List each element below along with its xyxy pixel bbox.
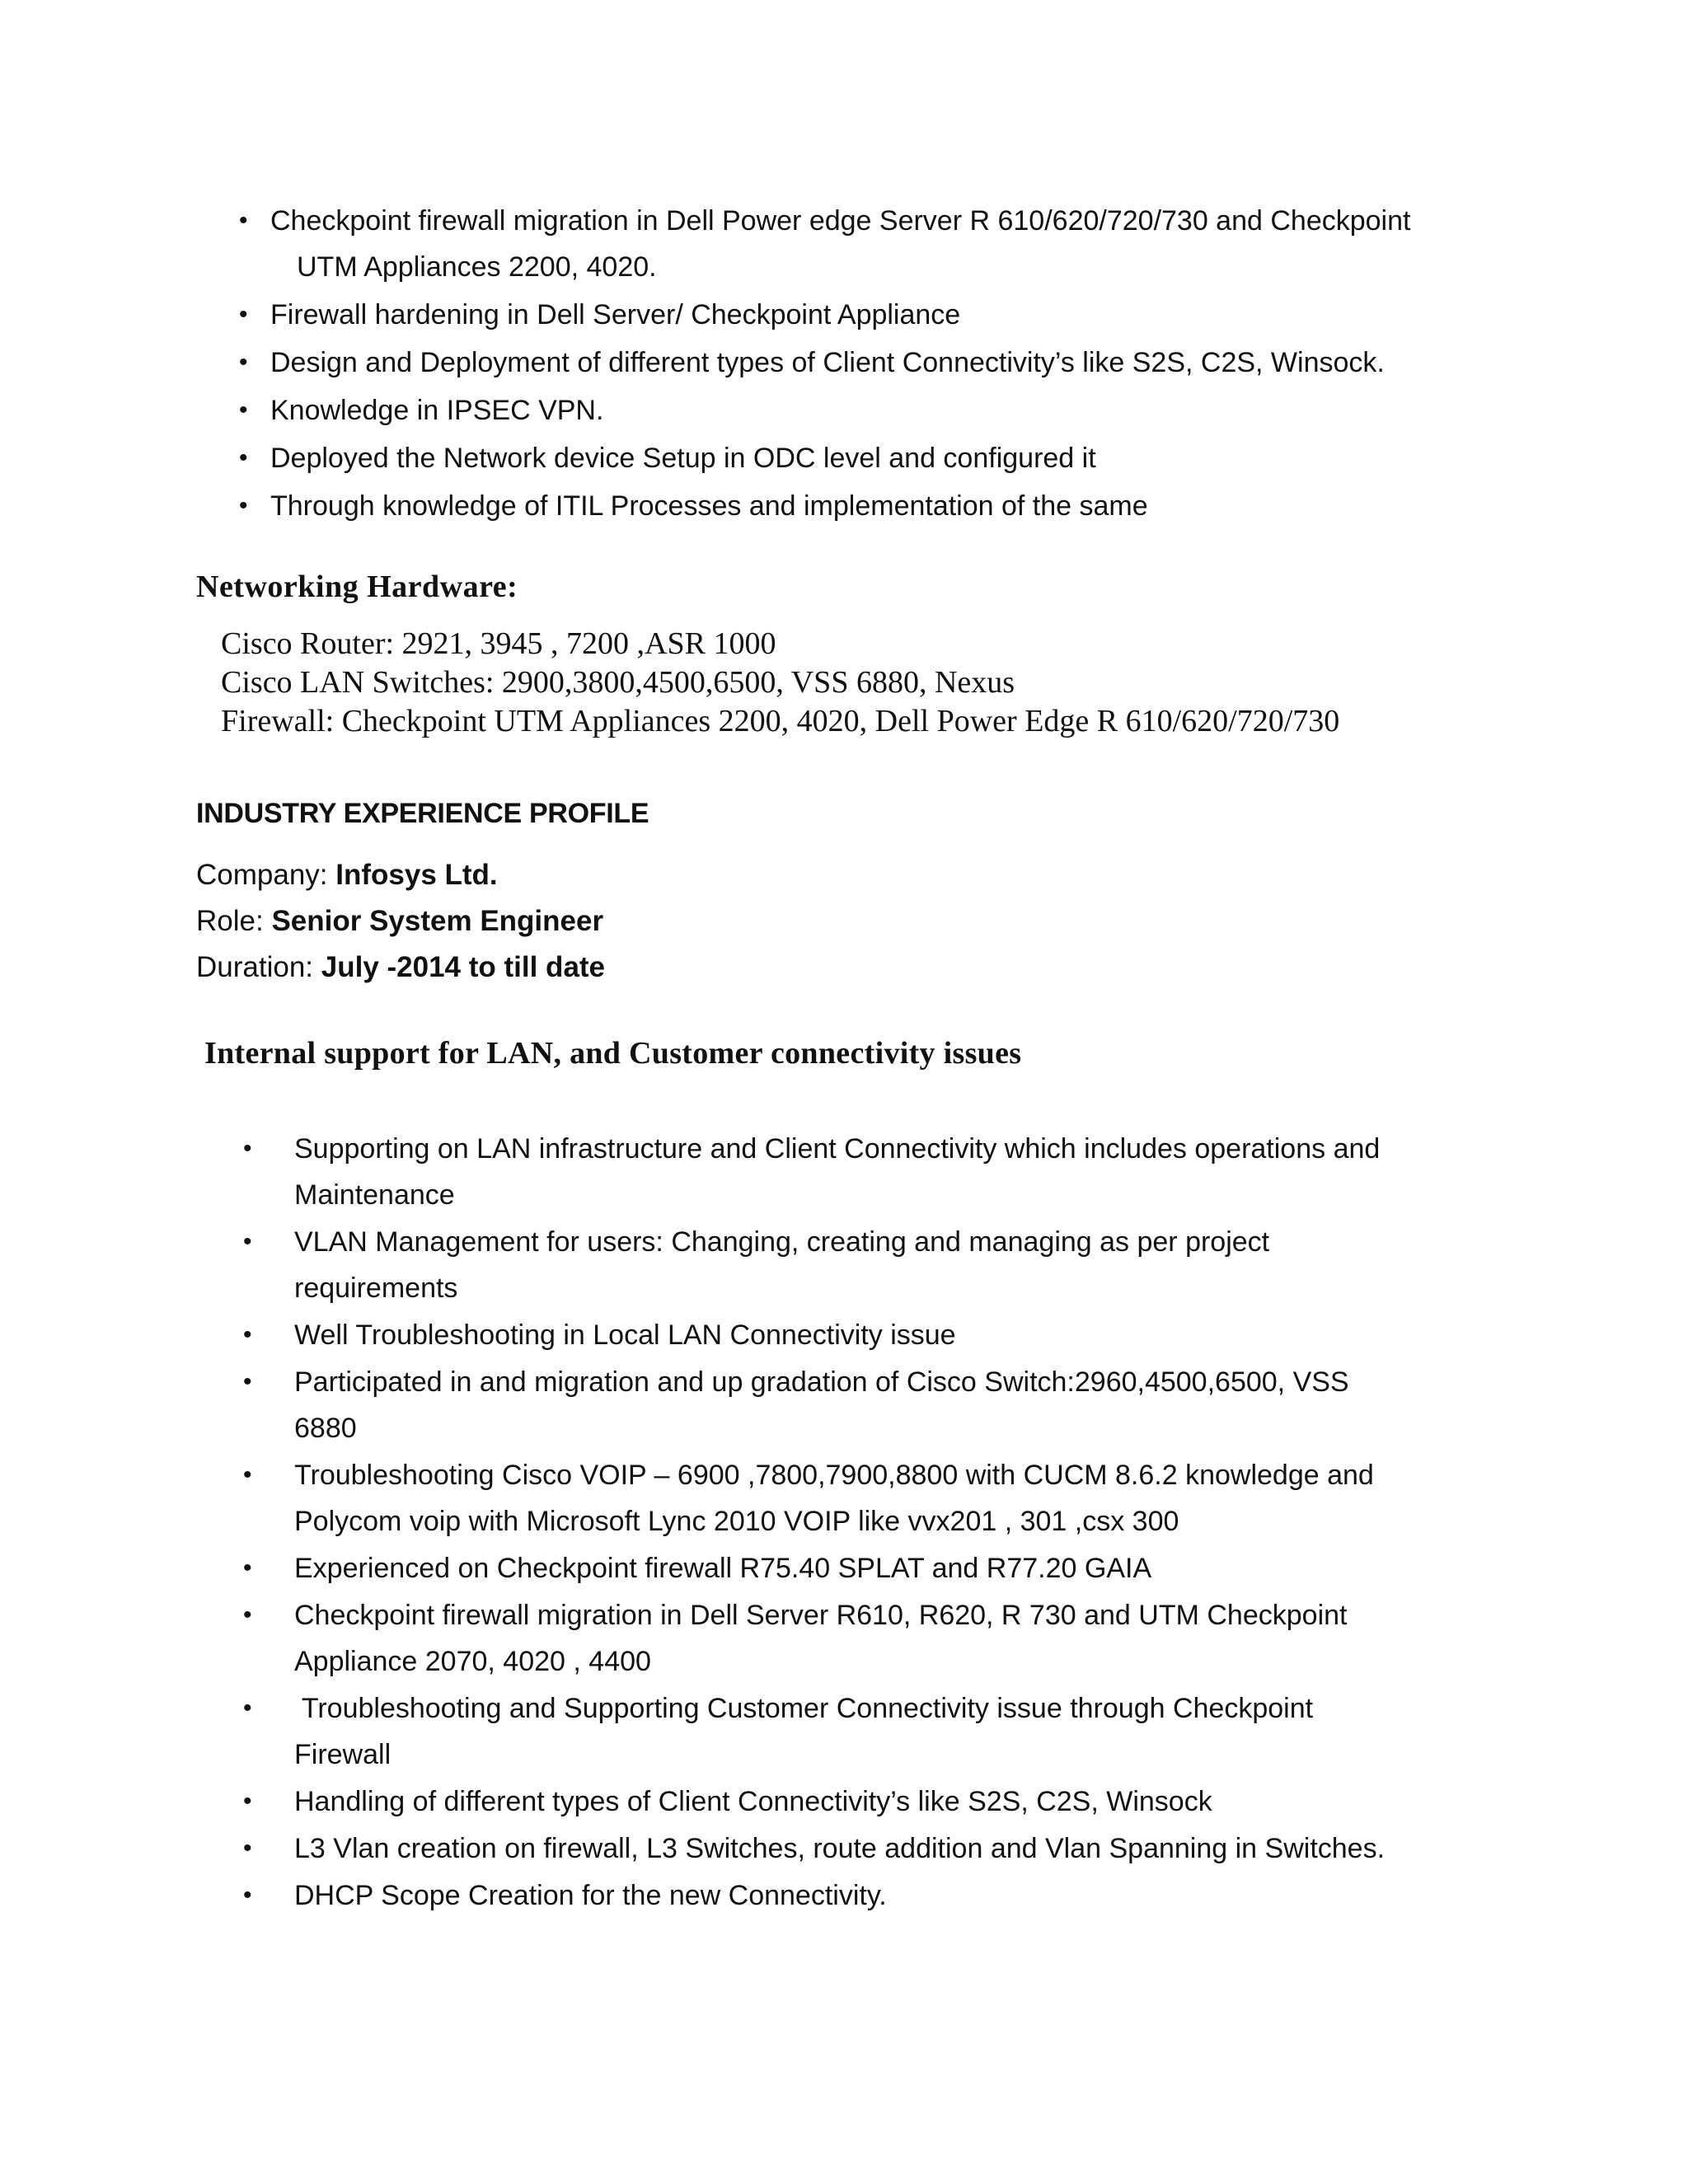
list-item-text-continuation: Maintenance — [294, 1179, 455, 1211]
list-item-text: Troubleshooting and Supporting Customer Connectivity issue through Checkpoint — [294, 1693, 1314, 1724]
list-item — [243, 1545, 1496, 1591]
support-bullet-list — [243, 1126, 1496, 1919]
list-item-text-continuation: requirements — [294, 1272, 458, 1304]
list-item-text: Handling of different types of Client Connectivity’s like S2S, C2S, Winsock — [294, 1786, 1212, 1817]
list-item-text-continuation: Appliance 2070, 4020 , 4400 — [294, 1646, 651, 1677]
list-item-text: Participated in and migration and up gradation of Cisco Switch:2960,4500,6500, VSS — [294, 1366, 1349, 1398]
hardware-line-switches: Cisco LAN Switches: 2900,3800,4500,6500, VSS 6880, Nexus — [221, 665, 1015, 700]
list-item — [239, 387, 1525, 434]
bullet-icon: • — [243, 1321, 252, 1348]
bullet-icon: • — [243, 1694, 252, 1722]
list-item-text: VLAN Management for users: Changing, creating and managing as per project — [294, 1226, 1270, 1258]
list-item — [239, 435, 1525, 481]
role-label: Role: — [196, 905, 272, 937]
list-item-text-continuation: Polycom voip with Microsoft Lync 2010 VOIP like vvx201 , 301 ,csx 300 — [294, 1506, 1179, 1537]
role-row — [196, 898, 605, 944]
list-item-text: Checkpoint firewall migration in Dell Server R610, R620, R 730 and UTM Checkpoint — [294, 1600, 1348, 1631]
bullet-icon: • — [243, 1228, 252, 1255]
list-item-text: DHCP Scope Creation for the new Connectivity. — [294, 1880, 887, 1911]
list-item — [243, 1312, 1496, 1358]
list-item — [239, 198, 1525, 290]
duration-label: Duration: — [196, 951, 321, 983]
list-item-text: Supporting on LAN infrastructure and Client Connectivity which includes operations and — [294, 1133, 1381, 1165]
list-item-text: Knowledge in IPSEC VPN. — [270, 395, 604, 426]
list-item — [243, 1126, 1496, 1218]
list-item — [239, 340, 1525, 386]
bullet-icon: • — [243, 1461, 252, 1488]
list-item — [243, 1685, 1496, 1778]
bullet-icon: • — [239, 396, 248, 424]
hardware-line-router: Cisco Router: 2921, 3945 , 7200 ,ASR 1000 — [221, 626, 776, 661]
list-item — [243, 1359, 1496, 1451]
list-item-text: Experienced on Checkpoint firewall R75.40 SPLAT and R77.20 GAIA — [294, 1553, 1152, 1584]
list-item-text: Deployed the Network device Setup in ODC level and configured it — [270, 443, 1096, 474]
bullet-icon: • — [239, 492, 248, 519]
skills-bullet-list — [239, 198, 1525, 531]
networking-hardware-list — [221, 625, 1339, 741]
list-item — [243, 1872, 1496, 1919]
bullet-icon: • — [239, 349, 248, 376]
list-item-text: Well Troubleshooting in Local LAN Connectivity issue — [294, 1319, 956, 1351]
company-row — [196, 852, 605, 898]
duration-value: July -2014 to till date — [321, 951, 606, 983]
bullet-icon: • — [243, 1835, 252, 1862]
bullet-icon: • — [243, 1788, 252, 1815]
list-item — [239, 292, 1525, 338]
bullet-icon: • — [243, 1882, 252, 1909]
list-item-text: L3 Vlan creation on firewall, L3 Switches, route addition and Vlan Spanning in Switches. — [294, 1833, 1386, 1864]
list-item — [243, 1219, 1496, 1311]
list-item — [243, 1825, 1496, 1872]
company-value: Infosys Ltd. — [335, 859, 498, 891]
bullet-icon: • — [243, 1368, 252, 1395]
list-item — [243, 1779, 1496, 1825]
list-item — [239, 483, 1525, 529]
role-value: Senior System Engineer — [271, 905, 604, 937]
experience-fields — [196, 852, 605, 991]
list-item-text: Design and Deployment of different types of Client Connectivity’s like S2S, C2S, Winsock. — [270, 347, 1385, 378]
list-item — [243, 1592, 1496, 1685]
bullet-icon: • — [239, 207, 248, 234]
bullet-icon: • — [243, 1601, 252, 1629]
list-item-text-continuation: UTM Appliances 2200, 4020. — [297, 251, 657, 283]
list-item-text: Through knowledge of ITIL Processes and implementation of the same — [270, 490, 1148, 522]
company-label: Company: — [196, 859, 336, 891]
list-item-text-continuation: Firewall — [294, 1739, 392, 1770]
support-section-heading: Internal support for LAN, and Customer connectivity issues — [204, 1036, 1022, 1071]
list-item — [243, 1452, 1496, 1544]
bullet-icon: • — [239, 301, 248, 328]
list-item-text: Firewall hardening in Dell Server/ Checkpoint Appliance — [270, 299, 961, 330]
duration-row — [196, 944, 605, 991]
hardware-line-firewall: Firewall: Checkpoint UTM Appliances 2200, 4020, Dell Power Edge R 610/620/720/730 — [221, 704, 1340, 738]
bullet-icon: • — [239, 444, 248, 471]
experience-heading: INDUSTRY EXPERIENCE PROFILE — [196, 798, 649, 829]
networking-hardware-heading: Networking Hardware: — [196, 569, 518, 604]
list-item-text: Troubleshooting Cisco VOIP – 6900 ,7800,7900,8800 with CUCM 8.6.2 knowledge and — [294, 1460, 1374, 1491]
bullet-icon: • — [243, 1554, 252, 1582]
list-item-text: Checkpoint firewall migration in Dell Power edge Server R 610/620/720/730 and Checkpoint — [270, 205, 1411, 237]
bullet-icon: • — [243, 1135, 252, 1162]
list-item-text-continuation: 6880 — [294, 1413, 357, 1444]
